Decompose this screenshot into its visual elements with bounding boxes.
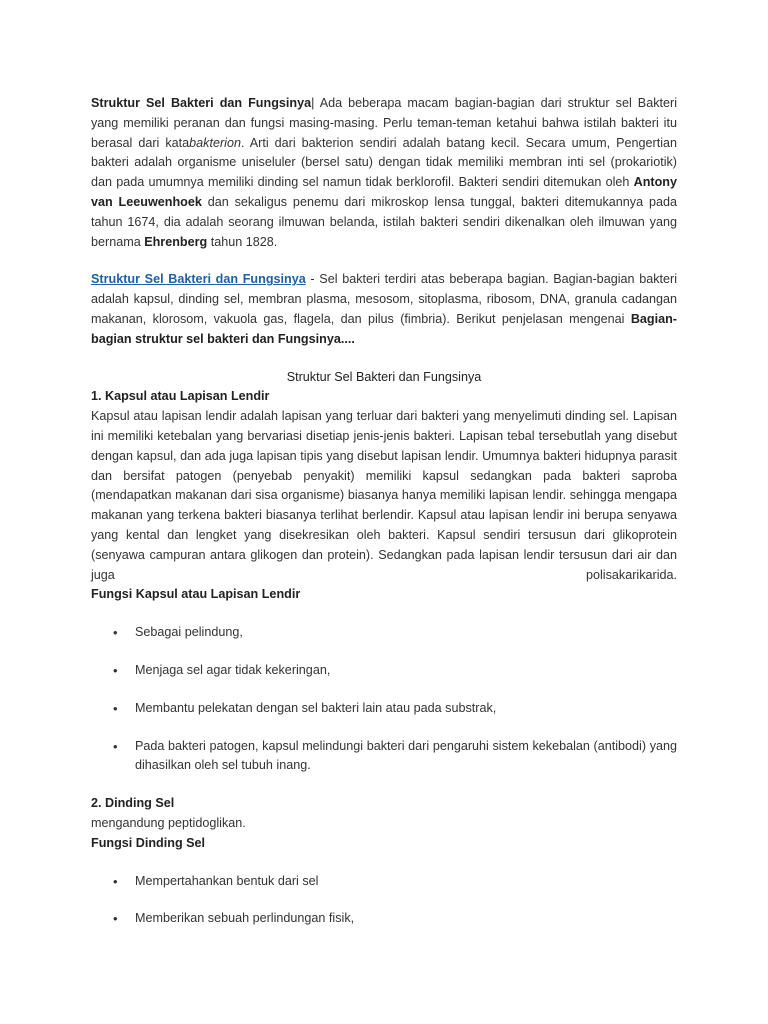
lead-title: Struktur Sel Bakteri dan Fungsinya [91,96,312,110]
list-item: • Memberikan sebuah perlindungan fisik, [135,909,677,929]
intro-bold-ehrenberg: Ehrenberg [144,234,208,249]
second-text-1: - Sel bakteri terdiri atas beberapa bagian. Bagian-bagian bakteri adalah kapsul, dinding sel, membran plasma, mesosom, sitoplasma, ribosom, DNA, granula cadangan makanan, klorosom, vakuola gas, flagela, dan pilus (fimbria). Berikut penjelasan mengenai [91,272,677,326]
kapsul-heading: 1. Kapsul atau Lapisan Lendir [91,389,270,404]
dinding-body: mengandung peptidoglikan. [91,815,246,830]
dinding-fungsi-heading: Fungsi Dinding Sel [91,835,206,850]
intro-bold-leeuwenhoek: Antony van Leeuwenhoek [91,175,677,209]
lead-separator: | [311,96,315,110]
intro-paragraph [91,94,677,252]
intro-text-2: . Arti dari bakterion sendiri adalah batang kecil. Secara umum, Pengertian bakteri adalah organisme uniseluler (bersel satu) dengan tidak memiliki membran inti sel (prokariotik) dan pada umumnya memiliki dinding sel namun tidak berklorofil. Bakteri sendiri ditemukan oleh [91,135,677,190]
intro-text-4: tahun 1828. [207,234,278,249]
dinding-fungsi-list [91,872,677,930]
list-item: • Membantu pelekatan dengan sel bakteri lain atau pada substrak, [135,699,677,719]
kapsul-body: Kapsul atau lapisan lendir adalah lapisan yang terluar dari bakteri yang menyelimuti dinding sel. Lapisan ini memiliki ketebalan yang bervariasi disetiap jenis-jenis bakteri. Lapisan tebal tersebutlah yang disebut dengan kapsul, dan ada juga lapisan tipis yang disebut lapisan lendir. Umumnya bakteri hidupnya parasit dan bersifat patogen (penyebab penyakit) memiliki kapsul sedangkan pada bakteri saproba (mendapatkan makanan dari sisa organisme) biasanya hanya memiliki lapisan lendir. sehingga mengapa makanan yang terkena bakteri biasanya terlihat berlendir. Kapsul atau lapisan lendir ini berupa senyawa yang kental dan lengket yang disekresikan oleh bakteri. Kapsul sendiri tersusun dari glikoprotein (senyawa campuran antara glikogen dan protein). Sedangkan pada lapisan lendir tersusun dari air dan juga polisakarikarida. [91,409,677,582]
intro-italic-term: bakterion [189,135,241,150]
dinding-heading: 2. Dinding Sel [91,796,175,811]
second-paragraph [91,270,677,349]
list-item: • Menjaga sel agar tidak kekeringan, [135,661,677,681]
kapsul-fungsi-list [91,623,677,776]
intro-text-1: Ada beberapa macam bagian-bagian dari struktur sel Bakteri yang memiliki peranan dan fungsi masing-masing. Perlu teman-teman ketahui bahwa istilah bakteri itu berasal dari kata [91,96,677,150]
second-bold: Bagian-bagian struktur sel bakteri dan Fungsinya.... [91,311,677,346]
section-title: Struktur Sel Bakteri dan Fungsinya [286,369,482,384]
intro-text-3: dan sekaligus penemu dari mikroskop lensa tunggal, bakteri ditemukannya pada tahun 1674, dia adalah seorang ilmuwan belanda, istilah bakteri sendiri dikenalkan oleh ilmuwan yang bernama [91,194,677,249]
list-item: • Sebagai pelindung, [135,623,677,643]
kapsul-fungsi-heading: Fungsi Kapsul atau Lapisan Lendir [91,587,301,602]
list-item: • Mempertahankan bentuk dari sel [135,872,677,892]
title-link[interactable]: Struktur Sel Bakteri dan Fungsinya [91,272,306,287]
list-item: • Pada bakteri patogen, kapsul melindungi bakteri dari pengaruhi sistem kekebalan (antibodi) yang dihasilkan oleh sel tubuh inang. [135,737,677,777]
